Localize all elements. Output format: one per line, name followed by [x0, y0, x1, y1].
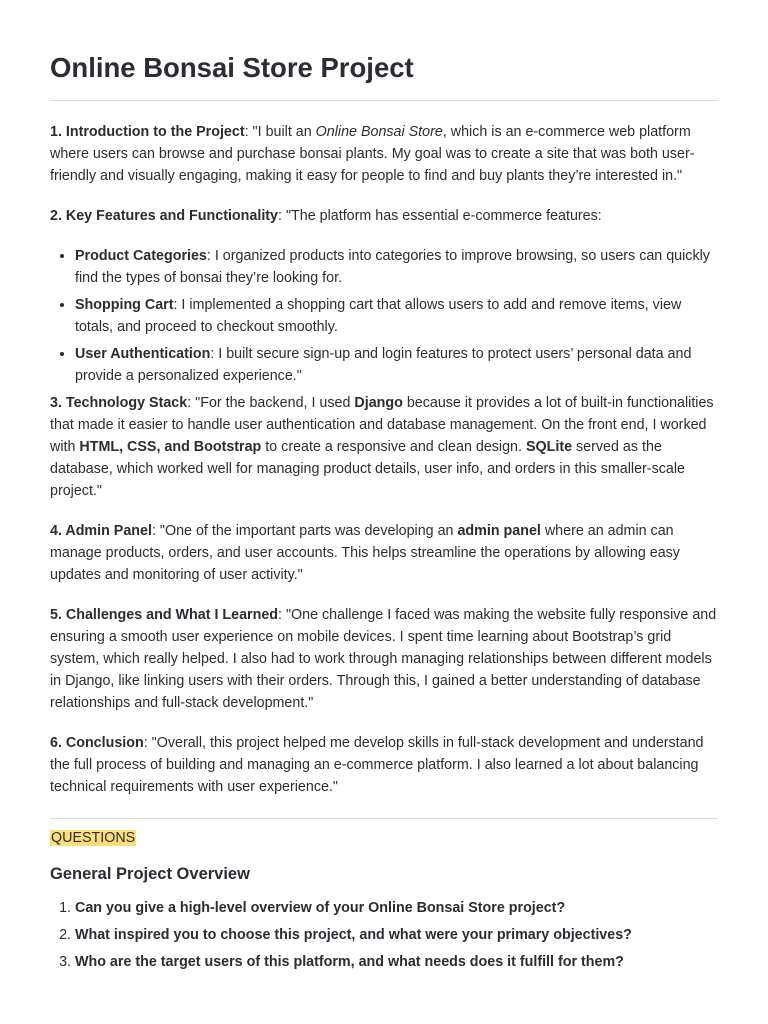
questions-subheading: General Project Overview	[50, 865, 250, 883]
questions-label-row	[50, 827, 718, 849]
section-admin-panel: 4. Admin Panel: "One of the important parts was developing an admin panel where an admin can manage products, orders, and user accounts. This helps streamline the operations by allowing easy updates and monitoring of user activity."	[50, 523, 680, 583]
questions-highlight-label: QUESTIONS	[51, 830, 136, 846]
section-heading: 5. Challenges and What I Learned	[50, 607, 279, 623]
list-item: • Shopping Cart: I implemented a shopping cart that allows users to add and remove items, view totals, and proceed to checkout smoothly.	[75, 294, 718, 338]
section-heading: 4. Admin Panel	[50, 523, 152, 539]
section-heading: 1. Introduction to the Project	[50, 124, 245, 140]
section-heading: 3. Technology Stack	[50, 395, 188, 411]
page-title: Online Bonsai Store Project	[50, 52, 414, 83]
section-technology-stack: 3. Technology Stack: "For the backend, I used Django because it provides a lot of built-in functionalities that made it easier to handle user authentication and database management. On the front end, I worked with HTML, CSS, and Bootstrap to create a responsive and clean design. SQLite served as the database, which worked well for managing product details, user info, and orders in this smaller-scale project."	[50, 395, 714, 499]
list-item: • Product Categories: I organized products into categories to improve browsing, so users can quickly find the types of bonsai they’re looking for.	[75, 245, 718, 289]
list-item: • User Authentication: I built secure sign-up and login features to protect users’ personal data and provide a personalized experience."	[75, 343, 718, 387]
list-item: 2. What inspired you to choose this project, and what were your primary objectives?	[75, 924, 718, 946]
section-heading: 2. Key Features and Functionality	[50, 208, 279, 224]
section-conclusion: 6. Conclusion: "Overall, this project helped me develop skills in full-stack development and understand the full process of building and managing an e-commerce platform. I also learned a lot about balancing technical requirements with user experience."	[50, 735, 704, 795]
project-name-italic: Online Bonsai Store	[315, 124, 443, 140]
features-list	[50, 245, 718, 387]
section-heading: 6. Conclusion	[50, 735, 144, 751]
title-divider	[50, 100, 718, 101]
section-challenges: 5. Challenges and What I Learned: "One challenge I faced was making the website fully responsive and ensuring a smooth user experience on mobile devices. I spent time learning about Bootstrap’s grid system, which really helped. I also had to work through managing relationships between different models in Django, like linking users with their orders. Through this, I gained a better understanding of database relationships and full-stack development."	[50, 607, 717, 711]
section-introduction: 1. Introduction to the Project: "I built an Online Bonsai Store, which is an e-commerce web platform where users can browse and purchase bonsai plants. My goal was to create a site that was both user-friendly and visually engaging, making it easy for people to find and buy plants they’re interested in."	[50, 124, 695, 184]
section-divider	[50, 818, 718, 819]
list-item: 3. Who are the target users of this platform, and what needs does it fulfill for them?	[75, 951, 718, 973]
list-item: 1. Can you give a high-level overview of your Online Bonsai Store project?	[75, 897, 718, 919]
section-features: 2. Key Features and Functionality: "The platform has essential e-commerce features:	[50, 208, 602, 224]
questions-list	[50, 897, 718, 973]
